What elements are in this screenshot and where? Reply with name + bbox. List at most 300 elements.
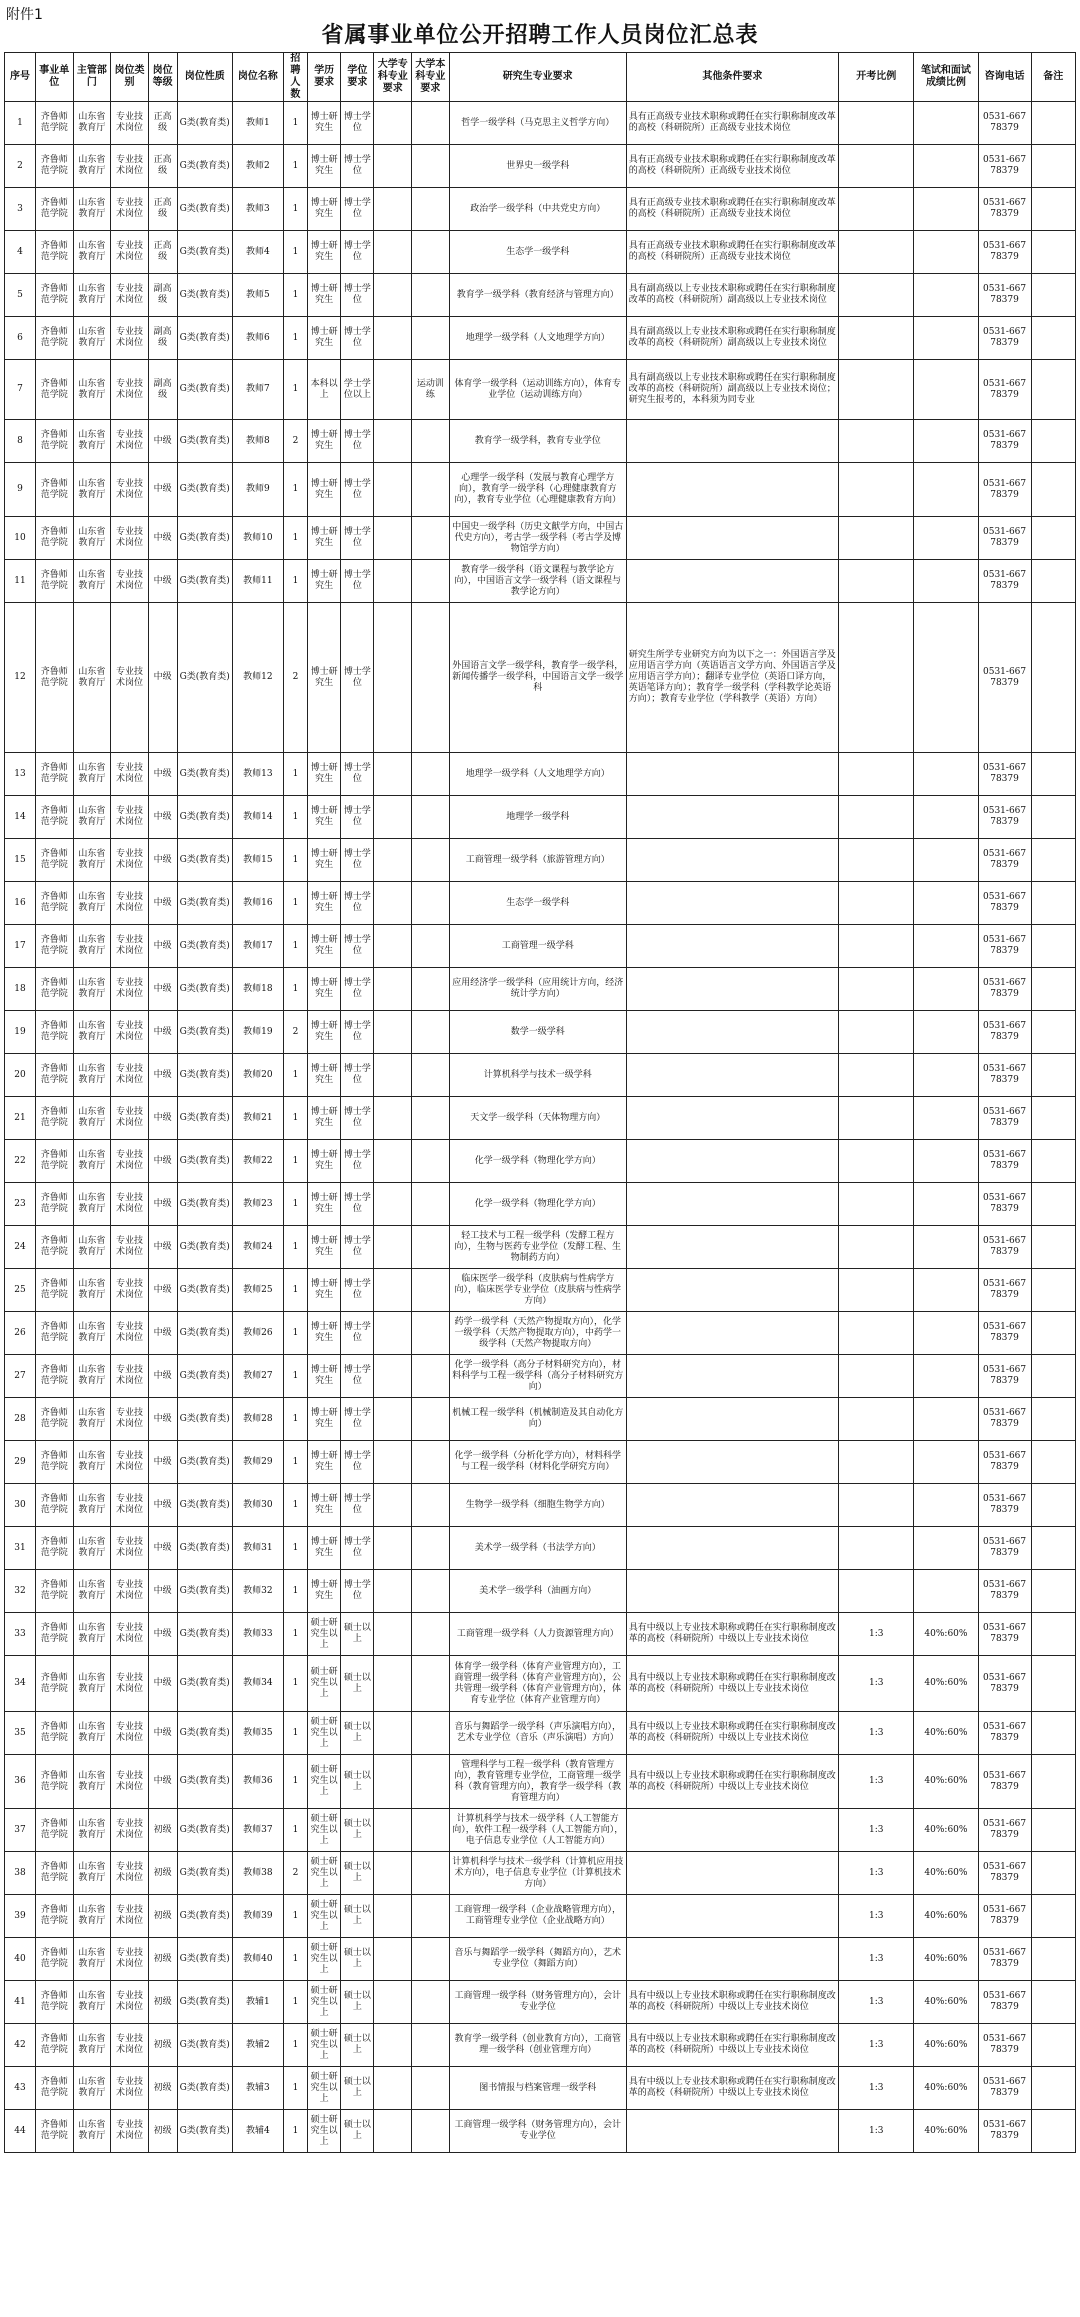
cell-name: 教师26 [232,1312,283,1355]
cell-edu: 博士研究生 [308,839,341,882]
cell-bk [412,1011,450,1054]
cell-yjs: 临床医学一级学科（皮肤病与性病学方向），临床医学专业学位（皮肤病与性病学方向） [449,1269,626,1312]
cell-yjs: 工商管理一级学科（财务管理方向），会计专业学位 [449,2110,626,2153]
cell-bk [412,1809,450,1852]
cell-bk [412,2110,450,2153]
cell-phone: 0531-66778379 [978,517,1031,560]
cell-phone: 0531-66778379 [978,603,1031,753]
cell-edu: 博士研究生 [308,188,341,231]
cell-note [1031,420,1075,463]
cell-yjs: 化学一级学科（物理化学方向） [449,1183,626,1226]
cell-zk [374,560,412,603]
cell-level: 副高级 [148,360,177,420]
cell-yjs: 数学一级学科 [449,1011,626,1054]
cell-phone: 0531-66778379 [978,1755,1031,1809]
table-row [5,2024,1076,2067]
cell-dept: 山东省教育厅 [73,1712,111,1755]
cell-unit: 齐鲁师范学院 [35,1484,73,1527]
cell-unit: 齐鲁师范学院 [35,102,73,145]
cell-no: 44 [5,2110,36,2153]
cell-name: 教师28 [232,1398,283,1441]
cell-note [1031,1613,1075,1656]
cell-ratio [839,145,914,188]
cell-name: 教辅3 [232,2067,283,2110]
cell-no: 24 [5,1226,36,1269]
table-row [5,102,1076,145]
table-row [5,517,1076,560]
cell-no: 1 [5,102,36,145]
cell-edu: 博士研究生 [308,1441,341,1484]
cell-cat: 专业技术岗位 [111,145,149,188]
cell-edu: 博士研究生 [308,145,341,188]
cell-other [626,1398,838,1441]
cell-name: 教师14 [232,796,283,839]
cell-other [626,1011,838,1054]
cell-num: 1 [283,1809,307,1852]
cell-ratio [839,1527,914,1570]
cell-cat: 专业技术岗位 [111,317,149,360]
table-row [5,1097,1076,1140]
column-header: 咨询电话 [978,53,1031,102]
cell-name: 教师35 [232,1712,283,1755]
cell-degree: 博士学位 [341,925,374,968]
cell-bk [412,1852,450,1895]
cell-zk [374,317,412,360]
cell-ratio: 1:3 [839,1712,914,1755]
cell-score [914,145,978,188]
cell-bk [412,231,450,274]
column-header: 岗位名称 [232,53,283,102]
cell-yjs: 美术学一级学科（书法学方向） [449,1527,626,1570]
cell-ratio [839,1183,914,1226]
cell-num: 1 [283,560,307,603]
column-header: 学位要求 [341,53,374,102]
cell-note [1031,2024,1075,2067]
cell-zk [374,1441,412,1484]
cell-zk [374,1570,412,1613]
cell-yjs: 计算机科学与技术一级学科（人工智能方向），软件工程一级学科（人工智能方向），电子信息专业学位（人工智能方向） [449,1809,626,1852]
cell-dept: 山东省教育厅 [73,1938,111,1981]
cell-dept: 山东省教育厅 [73,1398,111,1441]
cell-score [914,925,978,968]
cell-bk [412,1613,450,1656]
cell-bk [412,1355,450,1398]
cell-nature: G类(教育类) [177,1938,232,1981]
cell-bk [412,882,450,925]
cell-cat: 专业技术岗位 [111,1656,149,1712]
cell-cat: 专业技术岗位 [111,1312,149,1355]
cell-level: 中级 [148,839,177,882]
cell-edu: 博士研究生 [308,603,341,753]
cell-dept: 山东省教育厅 [73,1441,111,1484]
cell-yjs: 生物学一级学科（细胞生物学方向） [449,1484,626,1527]
cell-yjs: 世界史一级学科 [449,145,626,188]
cell-edu: 硕士研究生以上 [308,1712,341,1755]
cell-unit: 齐鲁师范学院 [35,1852,73,1895]
cell-phone: 0531-66778379 [978,360,1031,420]
cell-phone: 0531-66778379 [978,1613,1031,1656]
cell-yjs: 音乐与舞蹈学一级学科（舞蹈方向），艺术专业学位（舞蹈方向） [449,1938,626,1981]
cell-no: 37 [5,1809,36,1852]
cell-nature: G类(教育类) [177,603,232,753]
cell-level: 中级 [148,1398,177,1441]
cell-nature: G类(教育类) [177,1312,232,1355]
cell-other [626,1312,838,1355]
cell-bk [412,1312,450,1355]
cell-bk [412,968,450,1011]
cell-unit: 齐鲁师范学院 [35,1140,73,1183]
cell-score: 40%:60% [914,2110,978,2153]
cell-degree: 硕士以上 [341,2067,374,2110]
cell-bk [412,1484,450,1527]
cell-score [914,1054,978,1097]
cell-unit: 齐鲁师范学院 [35,420,73,463]
cell-unit: 齐鲁师范学院 [35,839,73,882]
cell-no: 12 [5,603,36,753]
cell-other: 具有副高级以上专业技术职称或聘任在实行职称制度改革的高校（科研院所）副高级以上专业技术岗位 [626,317,838,360]
cell-yjs: 体育学一级学科（运动训练方向），体育专业学位（运动训练方向） [449,360,626,420]
cell-phone: 0531-66778379 [978,145,1031,188]
cell-phone: 0531-66778379 [978,1895,1031,1938]
cell-other [626,560,838,603]
cell-unit: 齐鲁师范学院 [35,796,73,839]
cell-degree: 学士学位以上 [341,360,374,420]
cell-cat: 专业技术岗位 [111,1981,149,2024]
cell-phone: 0531-66778379 [978,317,1031,360]
cell-num: 1 [283,1054,307,1097]
table-row [5,1895,1076,1938]
cell-other [626,420,838,463]
cell-name: 教师8 [232,420,283,463]
cell-zk [374,1011,412,1054]
cell-phone: 0531-66778379 [978,1398,1031,1441]
cell-other: 研究生所学专业研究方向为以下之一：外国语言学及应用语言学方向（英语语言文学方向、外国语言学及应用语言学方向）；翻译专业学位（英语口译方向，英语笔译方向）；教育学一级学科（学科教学论英语方向）；教育专业学位（学科教学（英语）方向） [626,603,838,753]
cell-unit: 齐鲁师范学院 [35,1570,73,1613]
cell-ratio [839,1398,914,1441]
table-row [5,796,1076,839]
cell-degree: 博士学位 [341,1183,374,1226]
cell-no: 30 [5,1484,36,1527]
cell-other [626,1484,838,1527]
cell-cat: 专业技术岗位 [111,1011,149,1054]
cell-degree: 硕士以上 [341,1712,374,1755]
cell-phone: 0531-66778379 [978,1140,1031,1183]
cell-no: 39 [5,1895,36,1938]
cell-edu: 硕士研究生以上 [308,1938,341,1981]
cell-note [1031,1852,1075,1895]
table-row [5,1613,1076,1656]
cell-bk [412,1527,450,1570]
cell-level: 中级 [148,1570,177,1613]
cell-no: 18 [5,968,36,1011]
cell-other [626,1441,838,1484]
table-row [5,753,1076,796]
cell-degree: 博士学位 [341,1226,374,1269]
cell-unit: 齐鲁师范学院 [35,1527,73,1570]
cell-unit: 齐鲁师范学院 [35,2067,73,2110]
column-header: 学历要求 [308,53,341,102]
cell-other: 具有中级以上专业技术职称或聘任在实行职称制度改革的高校（科研院所）中级以上专业技术岗位 [626,1755,838,1809]
cell-no: 33 [5,1613,36,1656]
cell-dept: 山东省教育厅 [73,517,111,560]
cell-score [914,1011,978,1054]
cell-note [1031,1269,1075,1312]
cell-ratio [839,231,914,274]
table-row [5,1011,1076,1054]
cell-score [914,1527,978,1570]
cell-zk [374,1355,412,1398]
cell-degree: 博士学位 [341,1312,374,1355]
cell-num: 1 [283,145,307,188]
cell-ratio [839,317,914,360]
cell-dept: 山东省教育厅 [73,925,111,968]
cell-bk: 运动训练 [412,360,450,420]
cell-other [626,1269,838,1312]
cell-num: 1 [283,1755,307,1809]
column-header: 研究生专业要求 [449,53,626,102]
table-row [5,463,1076,517]
cell-edu: 博士研究生 [308,796,341,839]
cell-score [914,1355,978,1398]
cell-note [1031,753,1075,796]
column-header: 其他条件要求 [626,53,838,102]
cell-note [1031,145,1075,188]
cell-note [1031,1895,1075,1938]
cell-no: 31 [5,1527,36,1570]
cell-degree: 硕士以上 [341,1656,374,1712]
cell-no: 35 [5,1712,36,1755]
cell-no: 36 [5,1755,36,1809]
cell-nature: G类(教育类) [177,1398,232,1441]
cell-cat: 专业技术岗位 [111,2024,149,2067]
cell-score [914,968,978,1011]
cell-other [626,2110,838,2153]
table-row [5,1226,1076,1269]
cell-bk [412,317,450,360]
cell-bk [412,560,450,603]
cell-dept: 山东省教育厅 [73,1226,111,1269]
cell-nature: G类(教育类) [177,1656,232,1712]
cell-ratio [839,839,914,882]
cell-unit: 齐鲁师范学院 [35,317,73,360]
cell-bk [412,1570,450,1613]
cell-phone: 0531-66778379 [978,796,1031,839]
cell-ratio: 1:3 [839,1755,914,1809]
cell-edu: 硕士研究生以上 [308,1613,341,1656]
cell-level: 中级 [148,420,177,463]
cell-cat: 专业技术岗位 [111,1269,149,1312]
cell-dept: 山东省教育厅 [73,1183,111,1226]
cell-yjs: 图书情报与档案管理一级学科 [449,2067,626,2110]
cell-note [1031,1441,1075,1484]
cell-zk [374,1140,412,1183]
cell-no: 28 [5,1398,36,1441]
cell-unit: 齐鲁师范学院 [35,1441,73,1484]
cell-other [626,1852,838,1895]
column-header: 序号 [5,53,36,102]
cell-yjs: 计算机科学与技术一级学科（计算机应用技术方向），电子信息专业学位（计算机技术方向） [449,1852,626,1895]
cell-note [1031,1981,1075,2024]
table-row [5,1484,1076,1527]
cell-phone: 0531-66778379 [978,925,1031,968]
cell-no: 5 [5,274,36,317]
cell-bk [412,1656,450,1712]
cell-nature: G类(教育类) [177,753,232,796]
cell-name: 教师38 [232,1852,283,1895]
cell-degree: 博士学位 [341,317,374,360]
cell-score [914,1226,978,1269]
cell-ratio [839,796,914,839]
table-header-row [5,53,1076,102]
cell-nature: G类(教育类) [177,1097,232,1140]
cell-nature: G类(教育类) [177,839,232,882]
cell-nature: G类(教育类) [177,1895,232,1938]
cell-cat: 专业技术岗位 [111,796,149,839]
table-row [5,603,1076,753]
table-row [5,968,1076,1011]
cell-cat: 专业技术岗位 [111,274,149,317]
cell-num: 1 [283,968,307,1011]
cell-note [1031,274,1075,317]
cell-num: 1 [283,925,307,968]
cell-zk [374,1613,412,1656]
cell-phone: 0531-66778379 [978,463,1031,517]
cell-edu: 硕士研究生以上 [308,1755,341,1809]
cell-phone: 0531-66778379 [978,839,1031,882]
table-row [5,420,1076,463]
cell-unit: 齐鲁师范学院 [35,360,73,420]
cell-no: 16 [5,882,36,925]
cell-ratio [839,1570,914,1613]
cell-level: 初级 [148,2067,177,2110]
cell-dept: 山东省教育厅 [73,274,111,317]
cell-level: 正高级 [148,231,177,274]
cell-degree: 硕士以上 [341,2024,374,2067]
cell-name: 教师10 [232,517,283,560]
cell-zk [374,1527,412,1570]
cell-yjs: 教育学一级学科（创业教育方向），工商管理一级学科（创业管理方向） [449,2024,626,2067]
cell-ratio: 1:3 [839,2067,914,2110]
cell-phone: 0531-66778379 [978,1570,1031,1613]
cell-level: 正高级 [148,188,177,231]
cell-name: 教师1 [232,102,283,145]
cell-yjs: 音乐与舞蹈学一级学科（声乐演唱方向），艺术专业学位（音乐（声乐演唱）方向） [449,1712,626,1755]
cell-degree: 博士学位 [341,1011,374,1054]
cell-bk [412,420,450,463]
cell-zk [374,882,412,925]
cell-score: 40%:60% [914,1613,978,1656]
cell-score [914,420,978,463]
cell-edu: 博士研究生 [308,1355,341,1398]
cell-yjs: 药学一级学科（天然产物提取方向），化学一级学科（天然产物提取方向），中药学一级学科（天然产物提取方向） [449,1312,626,1355]
cell-nature: G类(教育类) [177,560,232,603]
cell-num: 1 [283,360,307,420]
cell-unit: 齐鲁师范学院 [35,1097,73,1140]
cell-other [626,517,838,560]
cell-dept: 山东省教育厅 [73,1981,111,2024]
cell-score [914,1269,978,1312]
cell-score [914,1183,978,1226]
cell-nature: G类(教育类) [177,882,232,925]
cell-edu: 博士研究生 [308,1527,341,1570]
cell-zk [374,1226,412,1269]
cell-zk [374,1054,412,1097]
cell-bk [412,1895,450,1938]
cell-nature: G类(教育类) [177,1613,232,1656]
cell-other [626,1895,838,1938]
cell-name: 教师5 [232,274,283,317]
cell-num: 1 [283,1355,307,1398]
cell-bk [412,839,450,882]
cell-zk [374,1269,412,1312]
cell-cat: 专业技术岗位 [111,1938,149,1981]
cell-ratio [839,463,914,517]
cell-num: 1 [283,1269,307,1312]
cell-zk [374,2110,412,2153]
cell-yjs: 教育学一级学科（语文课程与教学论方向），中国语言文学一级学科（语文课程与教学论方向） [449,560,626,603]
table-row [5,2067,1076,2110]
cell-yjs: 轻工技术与工程一级学科（发酵工程方向），生物与医药专业学位（发酵工程、生物制药方向） [449,1226,626,1269]
cell-name: 教师25 [232,1269,283,1312]
cell-cat: 专业技术岗位 [111,2067,149,2110]
column-header: 备注 [1031,53,1075,102]
cell-score: 40%:60% [914,1809,978,1852]
table-row [5,1441,1076,1484]
cell-num: 1 [283,882,307,925]
cell-bk [412,1269,450,1312]
cell-degree: 博士学位 [341,517,374,560]
cell-nature: G类(教育类) [177,1355,232,1398]
cell-other [626,1938,838,1981]
cell-ratio [839,1054,914,1097]
cell-ratio [839,1269,914,1312]
table-row [5,145,1076,188]
cell-degree: 硕士以上 [341,1613,374,1656]
cell-ratio: 1:3 [839,1613,914,1656]
cell-bk [412,1140,450,1183]
cell-yjs: 工商管理一级学科（旅游管理方向） [449,839,626,882]
cell-num: 2 [283,1011,307,1054]
cell-yjs: 政治学一级学科（中共党史方向） [449,188,626,231]
cell-note [1031,796,1075,839]
cell-zk [374,2067,412,2110]
cell-note [1031,1938,1075,1981]
cell-phone: 0531-66778379 [978,1527,1031,1570]
cell-no: 7 [5,360,36,420]
cell-note [1031,1355,1075,1398]
cell-phone: 0531-66778379 [978,882,1031,925]
cell-unit: 齐鲁师范学院 [35,1981,73,2024]
cell-zk [374,1183,412,1226]
cell-unit: 齐鲁师范学院 [35,882,73,925]
cell-edu: 博士研究生 [308,1183,341,1226]
cell-bk [412,2024,450,2067]
cell-other: 具有副高级以上专业技术职称或聘任在实行职称制度改革的高校（科研院所）副高级以上专业技术岗位；研究生报考的，本科须为同专业 [626,360,838,420]
cell-cat: 专业技术岗位 [111,560,149,603]
cell-level: 中级 [148,1712,177,1755]
cell-ratio [839,882,914,925]
cell-yjs: 工商管理一级学科（财务管理方向），会计专业学位 [449,1981,626,2024]
cell-level: 副高级 [148,317,177,360]
cell-degree: 博士学位 [341,145,374,188]
cell-dept: 山东省教育厅 [73,1312,111,1355]
cell-cat: 专业技术岗位 [111,1226,149,1269]
cell-num: 1 [283,231,307,274]
cell-other [626,1355,838,1398]
cell-cat: 专业技术岗位 [111,1527,149,1570]
cell-no: 41 [5,1981,36,2024]
cell-bk [412,274,450,317]
